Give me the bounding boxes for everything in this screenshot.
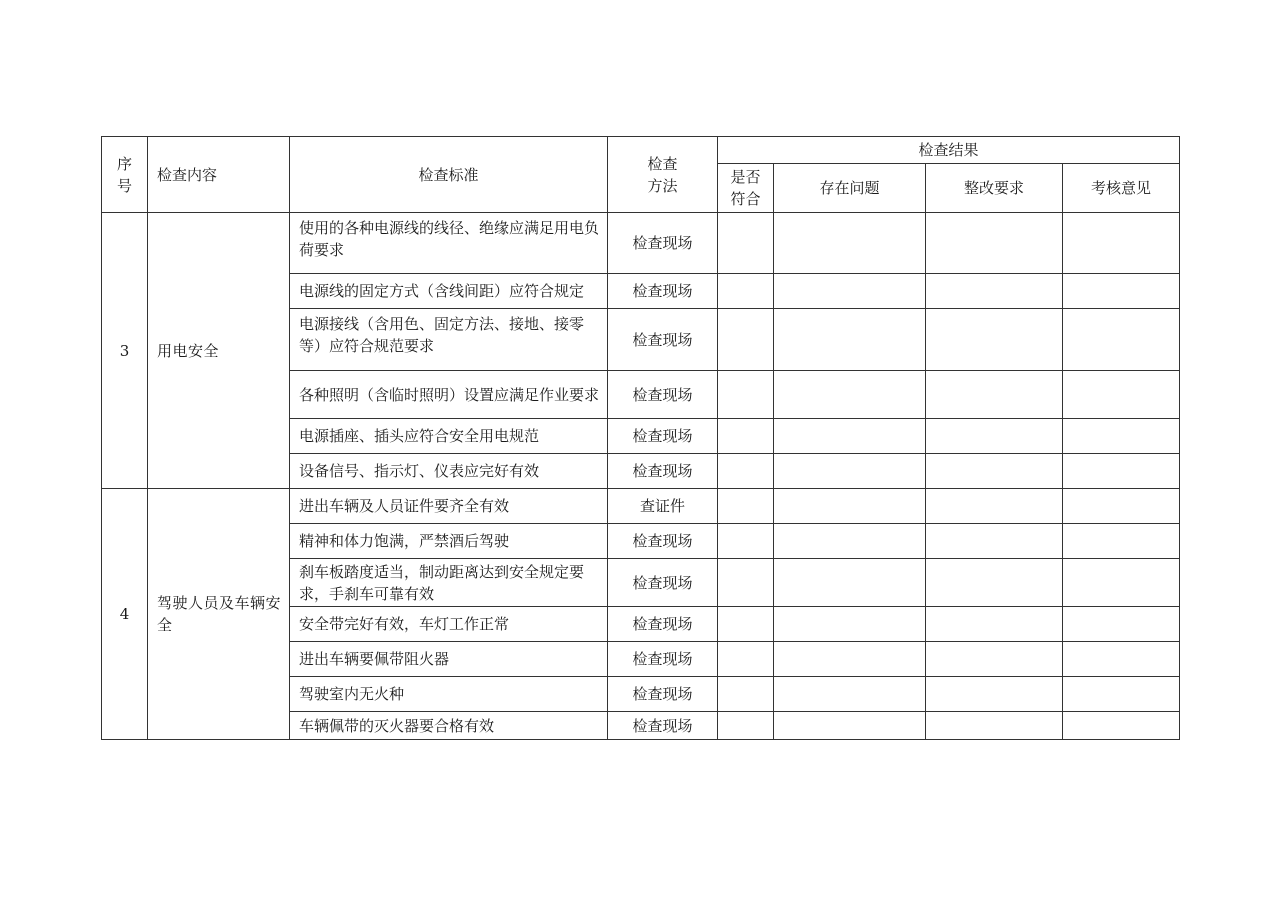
rectify-cell[interactable]	[926, 213, 1063, 274]
header-method	[608, 137, 718, 213]
issues-cell[interactable]	[774, 524, 926, 559]
rectify-cell[interactable]	[926, 642, 1063, 677]
header-issues: 存在问题	[774, 164, 926, 213]
assess-cell[interactable]	[1063, 309, 1180, 371]
assess-cell[interactable]	[1063, 607, 1180, 642]
rectify-cell[interactable]	[926, 607, 1063, 642]
header-result: 检查结果	[718, 137, 1180, 164]
issues-cell[interactable]	[774, 419, 926, 454]
method-cell: 检查现场	[608, 454, 718, 489]
header-assess: 考核意见	[1063, 164, 1180, 213]
method-cell: 检查现场	[608, 213, 718, 274]
issues-cell[interactable]	[774, 309, 926, 371]
section-content: 驾驶人员及车辆安全	[148, 489, 290, 740]
method-cell: 检查现场	[608, 371, 718, 419]
header-conform	[718, 164, 774, 213]
conform-cell[interactable]	[718, 371, 774, 419]
conform-cell[interactable]	[718, 274, 774, 309]
standard-cell: 安全带完好有效，车灯工作正常	[290, 607, 608, 642]
rectify-cell[interactable]	[926, 371, 1063, 419]
conform-cell[interactable]	[718, 309, 774, 371]
header-method-top: 检查	[647, 154, 678, 173]
issues-cell[interactable]	[774, 454, 926, 489]
issues-cell[interactable]	[774, 371, 926, 419]
issues-cell[interactable]	[774, 559, 926, 607]
header-seq-top: 序	[116, 154, 132, 173]
rectify-cell[interactable]	[926, 309, 1063, 371]
issues-cell[interactable]	[774, 642, 926, 677]
standard-cell: 精神和体力饱满，严禁酒后驾驶	[290, 524, 608, 559]
assess-cell[interactable]	[1063, 524, 1180, 559]
rectify-cell[interactable]	[926, 677, 1063, 712]
conform-cell[interactable]	[718, 642, 774, 677]
standard-cell: 电源接线（含用色、固定方法、接地、接零等）应符合规范要求	[290, 309, 608, 371]
issues-cell[interactable]	[774, 677, 926, 712]
rectify-cell[interactable]	[926, 274, 1063, 309]
table-body	[102, 213, 1180, 740]
conform-cell[interactable]	[718, 489, 774, 524]
table-row	[102, 489, 1180, 524]
table-header	[102, 137, 1180, 213]
header-conform-bottom: 符合	[730, 190, 761, 208]
standard-cell: 电源线的固定方式（含线间距）应符合规定	[290, 274, 608, 309]
method-cell: 检查现场	[608, 559, 718, 607]
standard-cell: 电源插座、插头应符合安全用电规范	[290, 419, 608, 454]
rectify-cell[interactable]	[926, 712, 1063, 740]
header-seq	[102, 137, 148, 213]
issues-cell[interactable]	[774, 607, 926, 642]
rectify-cell[interactable]	[926, 419, 1063, 454]
standard-cell: 驾驶室内无火种	[290, 677, 608, 712]
assess-cell[interactable]	[1063, 489, 1180, 524]
conform-cell[interactable]	[718, 559, 774, 607]
assess-cell[interactable]	[1063, 677, 1180, 712]
assess-cell[interactable]	[1063, 642, 1180, 677]
table-row	[102, 213, 1180, 274]
standard-cell: 进出车辆要佩带阻火器	[290, 642, 608, 677]
assess-cell[interactable]	[1063, 559, 1180, 607]
conform-cell[interactable]	[718, 712, 774, 740]
method-cell: 检查现场	[608, 309, 718, 371]
section-seq: 3	[102, 213, 148, 489]
header-standard: 检查标准	[290, 137, 608, 213]
conform-cell[interactable]	[718, 213, 774, 274]
assess-cell[interactable]	[1063, 419, 1180, 454]
rectify-cell[interactable]	[926, 489, 1063, 524]
conform-cell[interactable]	[718, 524, 774, 559]
inspection-table	[101, 136, 1180, 740]
conform-cell[interactable]	[718, 454, 774, 489]
method-cell: 检查现场	[608, 642, 718, 677]
rectify-cell[interactable]	[926, 524, 1063, 559]
conform-cell[interactable]	[718, 607, 774, 642]
assess-cell[interactable]	[1063, 454, 1180, 489]
issues-cell[interactable]	[774, 213, 926, 274]
method-cell: 检查现场	[608, 274, 718, 309]
method-cell: 检查现场	[608, 677, 718, 712]
issues-cell[interactable]	[774, 489, 926, 524]
standard-cell: 使用的各种电源线的线径、绝缘应满足用电负荷要求	[290, 213, 608, 274]
conform-cell[interactable]	[718, 419, 774, 454]
section-seq: 4	[102, 489, 148, 740]
header-conform-top: 是否	[730, 168, 761, 186]
assess-cell[interactable]	[1063, 371, 1180, 419]
issues-cell[interactable]	[774, 274, 926, 309]
header-seq-bottom: 号	[116, 176, 132, 195]
method-cell: 检查现场	[608, 712, 718, 740]
assess-cell[interactable]	[1063, 213, 1180, 274]
conform-cell[interactable]	[718, 677, 774, 712]
issues-cell[interactable]	[774, 712, 926, 740]
header-content: 检查内容	[148, 137, 290, 213]
assess-cell[interactable]	[1063, 274, 1180, 309]
header-rectify: 整改要求	[926, 164, 1063, 213]
standard-cell: 进出车辆及人员证件要齐全有效	[290, 489, 608, 524]
method-cell: 检查现场	[608, 524, 718, 559]
standard-cell: 设备信号、指示灯、仪表应完好有效	[290, 454, 608, 489]
header-method-bottom: 方法	[647, 176, 678, 195]
method-cell: 检查现场	[608, 607, 718, 642]
standard-cell: 各种照明（含临时照明）设置应满足作业要求	[290, 371, 608, 419]
standard-cell: 车辆佩带的灭火器要合格有效	[290, 712, 608, 740]
rectify-cell[interactable]	[926, 559, 1063, 607]
section-content: 用电安全	[148, 213, 290, 489]
method-cell: 查证件	[608, 489, 718, 524]
assess-cell[interactable]	[1063, 712, 1180, 740]
rectify-cell[interactable]	[926, 454, 1063, 489]
standard-cell: 刹车板踏度适当，制动距离达到安全规定要求，手刹车可靠有效	[290, 559, 608, 607]
method-cell: 检查现场	[608, 419, 718, 454]
